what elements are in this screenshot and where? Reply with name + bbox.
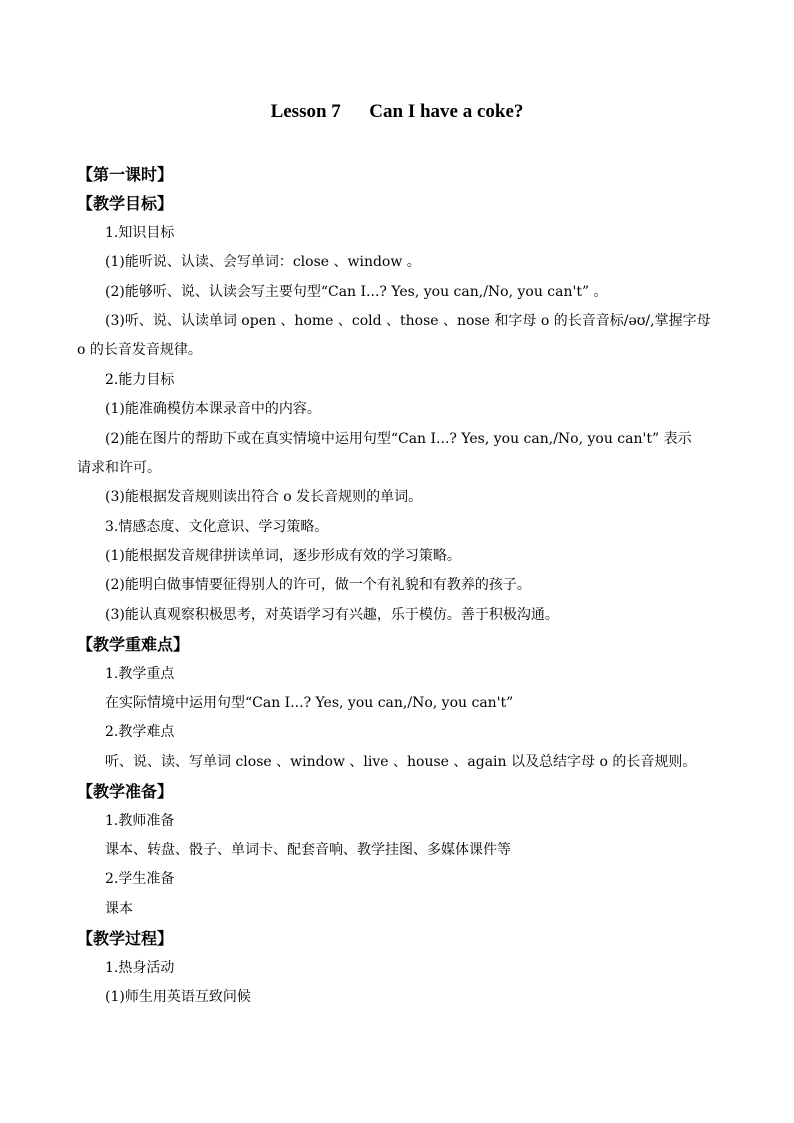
text-line: (3)能认真观察积极思考，对英语学习有兴趣，乐于模仿。善于积极沟通。 [105,606,559,623]
text-line: 请求和许可。 [77,459,161,476]
section-heading: 【第一课时】 [77,165,174,184]
text-line: (2)能明白做事情要征得别人的许可，做一个有礼貌和有教养的孩子。 [105,577,531,594]
text-line: (2)能够听、说、认读会写主要句型“Can I...? Yes, you can,/No, you can't” 。 [105,283,608,300]
text-line: 1.教师准备 [105,812,175,829]
text-line: (1)能准确模仿本课录音中的内容。 [105,401,321,418]
text-line: (1)师生用英语互致问候 [105,988,251,1005]
text-line: 2.教学难点 [105,724,175,741]
document-title: Lesson 7 Can I have a coke? [270,101,524,122]
text-line: 课本、转盘、骰子、单词卡、配套音响、教学挂图、多媒体课件等 [105,841,511,858]
text-line: (1)能根据发音规律拼读单词，逐步形成有效的学习策略。 [105,548,461,565]
text-line: 2.能力目标 [105,371,175,388]
document-body [77,160,727,1012]
text-line: 2.学生准备 [105,871,175,888]
text-line: 听、说、读、写单词 close 、window 、live 、house 、again 以及总结字母 o 的长音规则。 [105,753,697,770]
text-line: (3)听、说、认读单词 open 、home 、cold 、those 、nose 和字母 o 的长音音标/əʊ/,掌握字母 [105,312,711,329]
text-line: (2)能在图片的帮助下或在真实情境中运用句型“Can I...? Yes, you can,/No, you can't” 表示 [105,430,692,447]
text-line: 1.知识目标 [105,224,175,241]
section-heading: 【教学目标】 [77,194,174,214]
section-heading: 【教学过程】 [77,929,174,949]
text-line: 1.教学重点 [105,665,175,682]
text-line: (3)能根据发音规则读出符合 o 发长音规则的单词。 [105,489,423,506]
text-line: (1)能听说、认读、会写单词：close 、window 。 [105,254,421,271]
text-line: 3.情感态度、文化意识、学习策略。 [105,518,329,535]
text-line: 在实际情境中运用句型“Can I...? Yes, you can,/No, you can't” [105,695,514,712]
section-heading: 【教学准备】 [77,782,174,802]
text-line: o 的长音发音规律。 [77,342,202,359]
text-line: 1.热身活动 [105,959,175,976]
section-heading: 【教学重难点】 [77,635,190,655]
text-line: 课本 [105,900,133,917]
